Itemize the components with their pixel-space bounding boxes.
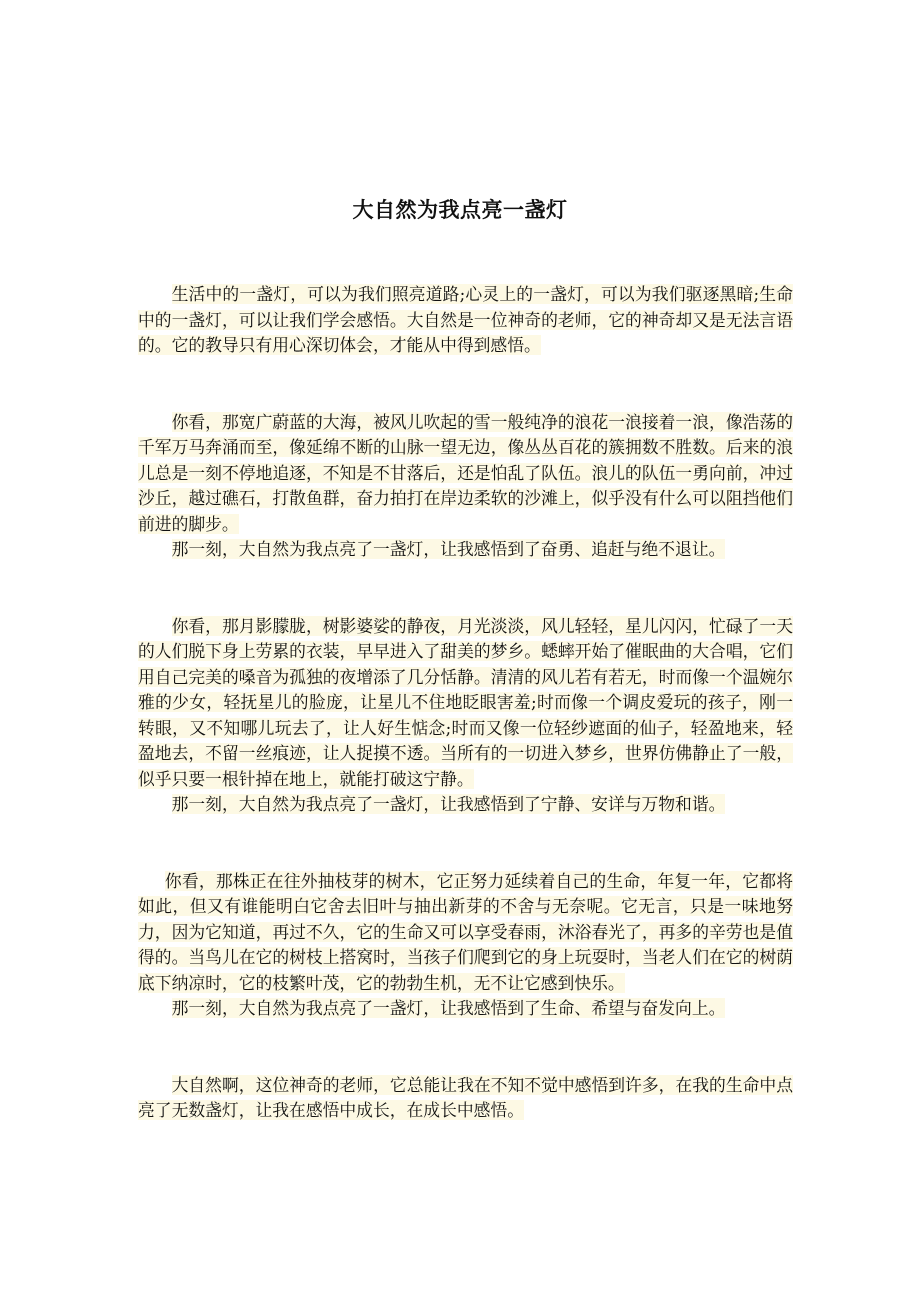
paragraph-sea-text: 你看，那宽广蔚蓝的大海，被风儿吹起的雪一般纯净的浪花一浪接着一浪，像浩荡的千军万马奔涌而至，像延绵不断的山脉一望无边，像丛丛百花的簇拥数不胜数。后来的浪儿总是一刻不停地追逐，不知是不甘落后，还是怕乱了队伍。浪儿的队伍一勇向前，冲过沙丘，越过礁石，打散鱼群，奋力拍打在岸边柔软的沙滩上，似乎没有什么可以阻挡他们前进的脚步。 xyxy=(138,411,793,534)
paragraph-closing xyxy=(138,1073,793,1124)
paragraph-intro-text: 生活中的一盏灯，可以为我们照亮道路;心灵上的一盏灯，可以为我们驱逐黑暗;生命中的一盏灯，可以让我们学会感悟。大自然是一位神奇的老师，它的神奇却又是无法言语的。它的教导只有用心深切体会，才能从中得到感悟。 xyxy=(138,284,793,355)
paragraph-sea xyxy=(138,410,793,538)
paragraph-sea-conclusion-text: 那一刻，大自然为我点亮了一盏灯，让我感悟到了奋勇、追赶与绝不退让。 xyxy=(171,539,726,559)
paragraph-tree-text: 你看，那株正在往外抽枝芽的树木，它正努力延续着自己的生命，年复一年，它都将如此，但又有谁能明白它舍去旧叶与抽出新芽的不舍与无奈呢。它无言，只是一味地努力，因为它知道，再过不久，它的生命又可以享受春雨，沐浴春光了，再多的辛劳也是值得的。当鸟儿在它的树枝上搭窝时，当孩子们爬到它的身上玩耍时，当老人们在它的树荫底下纳凉时，它的枝繁叶茂，它的勃勃生机，无不让它感到快乐。 xyxy=(138,870,793,993)
paragraph-tree-conclusion xyxy=(138,996,793,1022)
paragraph-tree-conclusion-text: 那一刻，大自然为我点亮了一盏灯，让我感悟到了生命、希望与奋发向上。 xyxy=(171,998,726,1018)
paragraph-night-text: 你看，那月影朦胧，树影婆娑的静夜，月光淡淡，风儿轻轻，星儿闪闪，忙碌了一天的人们脱下身上劳累的衣装，早早进入了甜美的梦乡。蟋蟀开始了催眠曲的大合唱，它们用自己完美的嗓音为孤独的夜增添了几分恬静。清清的风儿若有若无，时而像一个温婉尔雅的少女，轻抚星儿的脸庞，让星儿不住地眨眼害羞;时而像一个调皮爱玩的孩子，刚一转眼，又不知哪儿玩去了，让人好生惦念;时而又像一位轻纱遮面的仙子，轻盈地来，轻盈地去，不留一丝痕迹，让人捉摸不透。当所有的一切进入梦乡，世界仿佛静止了一般，似乎只要一根针掉在地上，就能打破这宁静。 xyxy=(138,615,793,789)
spacer xyxy=(138,359,793,410)
paragraph-night-conclusion xyxy=(138,792,793,818)
paragraph-intro xyxy=(138,282,793,359)
spacer xyxy=(138,1022,793,1073)
paragraph-sea-conclusion xyxy=(138,537,793,563)
page-title: 大自然为我点亮一盏灯 xyxy=(352,197,568,222)
spacer xyxy=(138,563,793,614)
paragraph-closing-text: 大自然啊，这位神奇的老师，它总能让我在不知不觉中感悟到许多，在我的生命中点亮了无数盏灯，让我在感悟中成长，在成长中感悟。 xyxy=(138,1074,793,1120)
spacer xyxy=(138,818,793,869)
document-body xyxy=(138,282,793,1124)
paragraph-night xyxy=(138,614,793,793)
paragraph-night-conclusion-text: 那一刻，大自然为我点亮了一盏灯，让我感悟到了宁静、安详与万物和谐。 xyxy=(171,794,726,814)
paragraph-tree xyxy=(138,869,793,997)
